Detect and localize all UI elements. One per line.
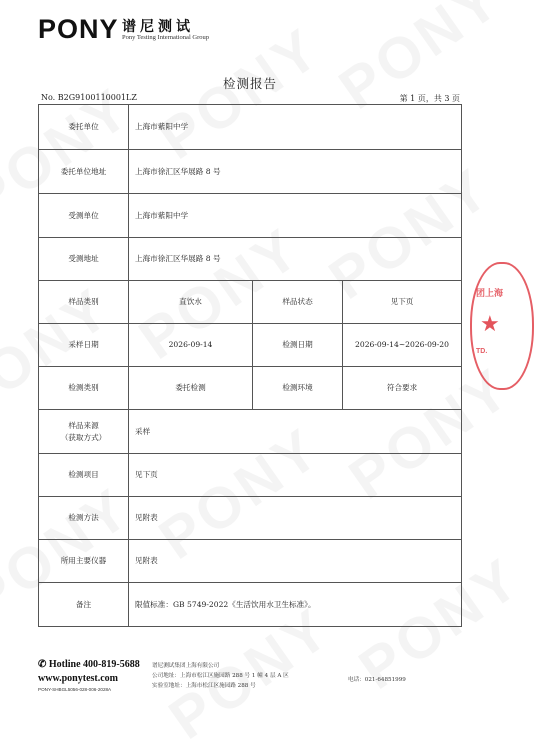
sample-status-value: 见下页: [343, 281, 462, 324]
table-row: [39, 540, 462, 583]
table-row: [39, 194, 462, 238]
footer: [38, 659, 468, 703]
table-row: [39, 454, 462, 497]
test-method-value: 见附表: [129, 497, 462, 540]
instruments-value: 见附表: [129, 540, 462, 583]
instruments-label: 所用主要仪器: [39, 540, 129, 583]
tested-address-value: 上海市徐汇区华展路 8 号: [129, 238, 462, 281]
sample-source-label-line1: 样品来源: [68, 421, 99, 431]
test-environment-value: 符合要求: [343, 367, 462, 410]
sample-source-value: 采样: [129, 410, 462, 454]
client-unit-value: 上海市紫阳中学: [129, 105, 462, 150]
report-title: 检测报告: [222, 76, 277, 91]
table-row: [39, 105, 462, 150]
remarks-value: 限值标准：GB 5749-2022《生活饮用水卫生标准》。: [129, 583, 462, 627]
table-row: [39, 324, 462, 367]
tested-unit-value: 上海市紫阳中学: [129, 194, 462, 238]
pony-logo-english: Pony Testing International Group: [122, 34, 209, 41]
test-items-label: 检测项目: [39, 454, 129, 497]
lab-address: 实验室地址：上海市松江区施园路 288 号: [152, 682, 256, 689]
test-category-value: 委托检测: [129, 367, 253, 410]
table-row: [39, 281, 462, 324]
test-date-label: 检测日期: [253, 324, 343, 367]
pony-logo-chinese: 谱尼测试: [122, 19, 194, 35]
tested-unit-label: 受测单位: [39, 194, 129, 238]
table-row: [39, 150, 462, 194]
sampling-date-label: 采样日期: [39, 324, 129, 367]
sampling-date-value: 2026-09-14: [129, 324, 253, 367]
table-row: [39, 583, 462, 627]
phone-number: 电话：021-64851999: [348, 677, 406, 683]
report-number: No. B2G9100110001LZ: [41, 93, 137, 102]
company-name: 谱尼测试集团上海有限公司: [152, 663, 220, 669]
test-category-label: 检测类别: [39, 367, 129, 410]
page-info: 第 1 页，共 3 页: [399, 94, 460, 103]
client-address-label: 委托单位地址: [39, 150, 129, 194]
sample-source-label-line2: （获取方式）: [60, 432, 107, 442]
sample-source-label: [39, 410, 129, 454]
pony-logo: PONY: [38, 14, 119, 44]
company-address: 公司地址：上海市松江区施园路 288 号 1 幢 4 层 A 区: [152, 672, 289, 679]
table-row: [39, 410, 462, 454]
test-date-value: 2026-09-14~2026-09-20: [343, 324, 462, 367]
sample-status-label: 样品状态: [253, 281, 343, 324]
remarks-label: 备注: [39, 583, 129, 627]
seal-star-icon: ★: [480, 312, 500, 337]
client-address-value: 上海市徐汇区华展路 8 号: [129, 150, 462, 194]
table-row: [39, 367, 462, 410]
table-row: [39, 238, 462, 281]
hotline: ✆ Hotline 400-819-5688: [38, 659, 140, 670]
client-unit-label: 委托单位: [39, 105, 129, 150]
table-row: [39, 497, 462, 540]
tested-address-label: 受测地址: [39, 238, 129, 281]
test-environment-label: 检测环境: [253, 367, 343, 410]
sample-category-value: 直饮水: [129, 281, 253, 324]
seal-text-bottom: TD.: [476, 348, 488, 355]
test-method-label: 检测方法: [39, 497, 129, 540]
form-code: PONY-SHBGL5056-028-006-2028A: [38, 687, 112, 692]
seal-text-top: 团上海: [476, 289, 504, 299]
test-items-value: 见下页: [129, 454, 462, 497]
report-table: [38, 104, 462, 627]
website-link[interactable]: www.ponytest.com: [38, 673, 118, 684]
header: [38, 14, 468, 44]
company-info: [152, 662, 289, 691]
sample-category-label: 样品类别: [39, 281, 129, 324]
company-seal: [470, 262, 534, 390]
